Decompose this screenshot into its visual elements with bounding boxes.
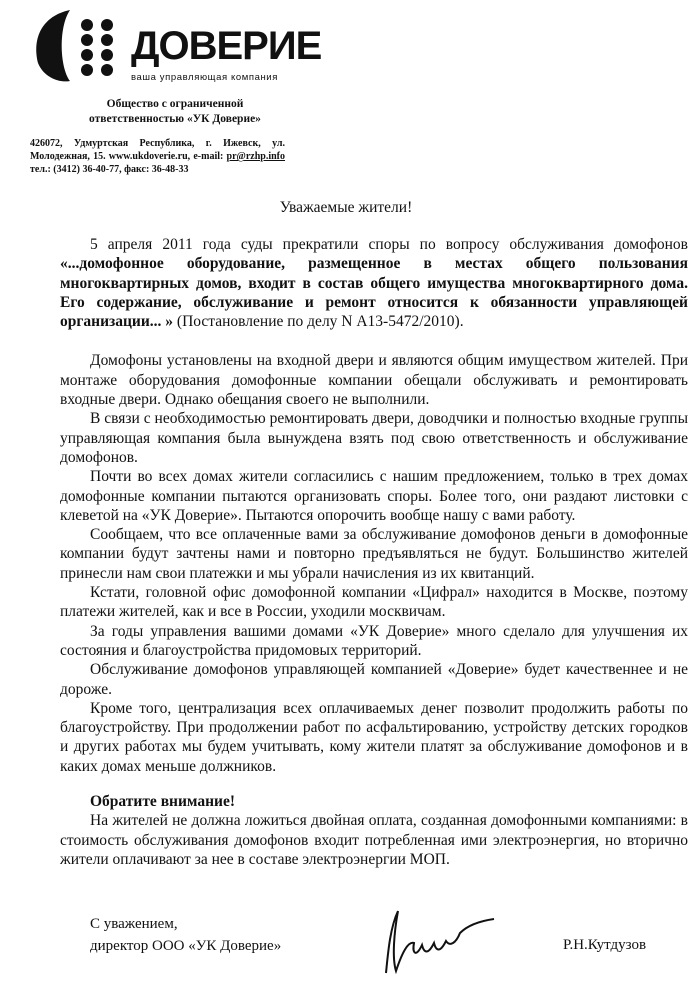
- email-link[interactable]: pr@rzhp.info: [226, 151, 286, 162]
- company-line-1: Общество с ограниченной: [106, 98, 244, 110]
- phone-fax: тел.: (3412) 36-40-77, факс: 36-48-33: [30, 164, 189, 175]
- attention-heading: Обратите внимание!: [90, 793, 236, 811]
- signer-name: Р.Н.Кутдузов: [563, 937, 647, 954]
- letter-content: [0, 198, 692, 983]
- paragraph: В связи с необходимостью ремонтировать двери, доводчики и полностью входные группы управляющая компания была вынуждена взять под свою ответственность и обслуживание домофонов.: [60, 410, 688, 466]
- logo-wordmark: ДОВЕРИЕ: [131, 24, 322, 68]
- company-line-2: ответственностью «УК Доверие»: [89, 113, 261, 125]
- signature-icon: [368, 903, 498, 978]
- court-reference: (Постановление по делу N А13-5472/2010).: [173, 313, 464, 331]
- paragraph: За годы управления вашими домами «УК Доверие» много сделало для улучшения их состояния и благоустройства придомовых территорий.: [60, 622, 688, 659]
- court-quote: «...домофонное оборудование, размещенное в местах общего пользования многоквартирных домов, входит в состав общего имущества многоквартирного дома. Его содержание, обслуживание и ремонт относится к обязанности управляющей организации... »: [60, 255, 688, 331]
- logo-tagline: ваша управляющая компания: [131, 72, 278, 83]
- company-address: [30, 137, 285, 176]
- paragraph: Обслуживание домофонов управляющей компанией «Доверие» будет качественнее и не дороже.: [60, 661, 688, 698]
- letter-body: [60, 235, 688, 869]
- signer-position: директор ООО «УК Доверие»: [90, 938, 282, 955]
- regards: С уважением,: [90, 916, 178, 933]
- paragraph: Домофоны установлены на входной двери и являются общим имуществом жителей. При монтаже оборудования домофонные компании обещали обслуживать и ремонтировать входные двери. Однако обещания своего не выполнили.: [60, 352, 688, 409]
- closing: [90, 913, 281, 957]
- closing-section: [0, 903, 692, 983]
- company-logo: [32, 8, 322, 88]
- paragraph: Кстати, головной офис домофонной компании «Цифрал» находится в Москве, поэтому платежи жителей, как и все в России, уходили москвичам.: [60, 584, 688, 621]
- paragraph: Почти во всех домах жители согласились с нашим предложением, только в трех домах домофонные компании пытаются организовать споры. Более того, они раздают листовки с клеветой на «УК Доверие». Пытаются опорочить вообще нашу с вами работу.: [60, 468, 688, 524]
- paragraph: Кроме того, централизация всех оплачиваемых денег позволит продолжить работы по благоустройству. При продолжении работ по асфальтированию, устройству детских городков и других работах мы будем учитывать, кому жители платят за обслуживание домофонов и в каких домах меньше должников.: [60, 699, 688, 775]
- logo-dots-icon: [32, 8, 132, 83]
- paragraph: Сообщаем, что все оплаченные вами за обслуживание домофонов деньги в домофонные компании будут зачтены нами и повторно предъявляться не будут. Большинство жителей принесли нам свои платежки и мы убрали начисления из их квитанций.: [60, 526, 688, 582]
- greeting: Уважаемые жители!: [279, 199, 413, 216]
- attention-text: На жителей не должна ложиться двойная оплата, созданная домофонными компаниями: в стоимость обслуживания домофонов входит потребленная ими электроэнергия, но вторично жители оплачивают за нее в составе электроэнергии МОП.: [60, 812, 688, 868]
- company-name: [60, 97, 290, 127]
- intro-lead: 5 апреля 2011 года суды прекратили споры по вопросу обслуживания домофонов: [90, 236, 688, 253]
- address-text: 426072, Удмуртская Республика, г. Ижевск, ул. Молодежная, 15. www.ukdoverie.ru, e-mail:: [30, 138, 285, 162]
- intro-paragraph: [60, 235, 688, 331]
